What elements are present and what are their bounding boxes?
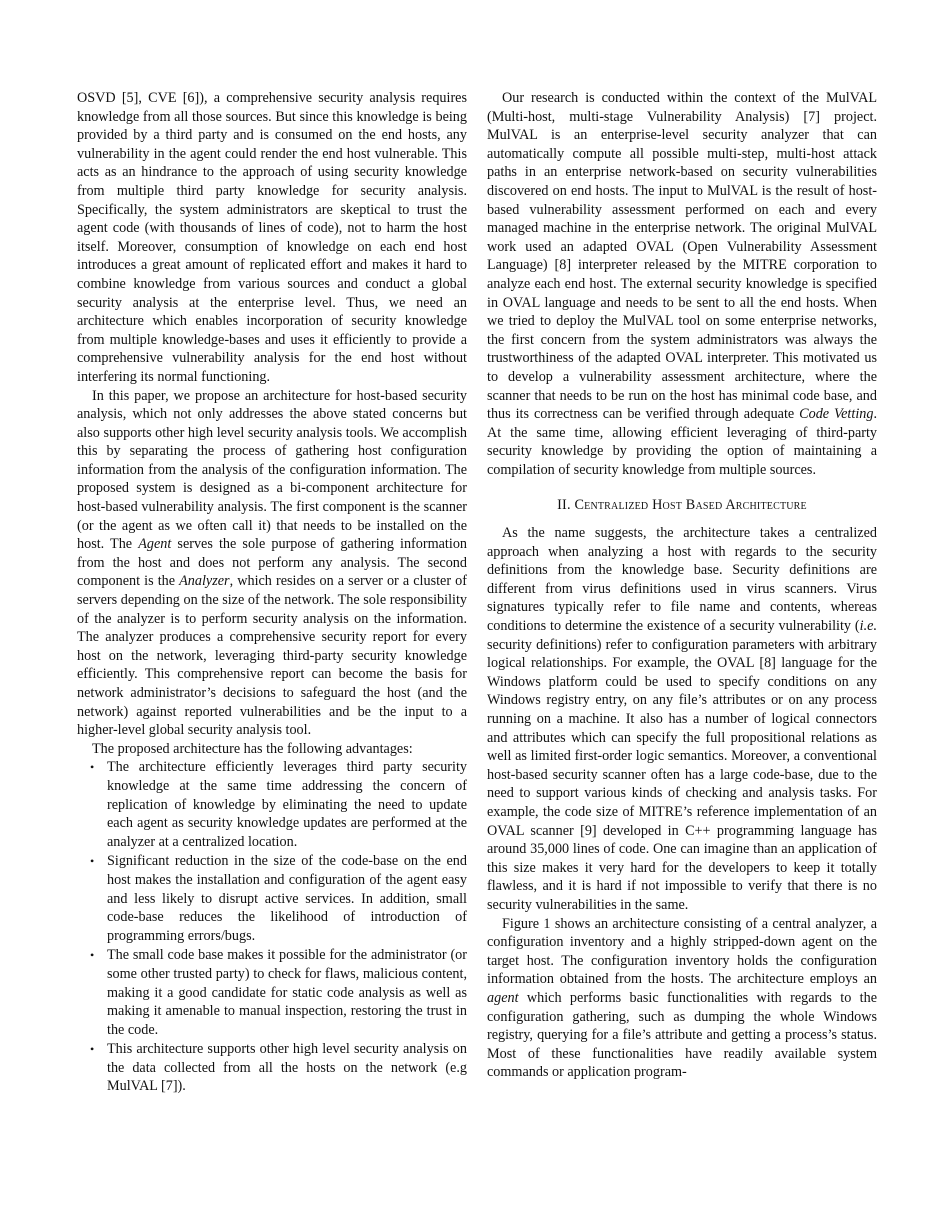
left-column [77, 89, 467, 1097]
text-segment: Our research is conducted within the context of the MulVAL (Multi-host, multi-stage Vulnerability Analysis) [7] project. MulVAL is an enterprise-level security analyzer that can automatically compute all possible multi-step, multi-host attack paths in an enterprise network-based on security vulnerabilities discovered on end hosts. The input to MulVAL is the result of host-based vulnerability assessment performed on each and every managed machine in the enterprise network. The original MulVAL work used an adapted OVAL (Open Vulnerability Assessment Language) [8] interpreter released by the MITRE corporation to analyze each end host. The external security knowledge is specified in OVAL language and needs to be sent to all the end hosts. When we tried to deploy the MulVAL tool on some enterprise networks, the first concern from the system administrators was always the trustworthiness of the adapted OVAL interpreter. This motivated us to develop a vulnerability assessment architecture, where the scanner that needs to be run on the host has minimal code base, and thus its correctness can be verified through adequate [487, 90, 877, 423]
text-segment: , which resides on a server or a cluster of servers depending on the size of the network. The sole responsibility of the analyzer is to perform security analysis on the information. The analyzer produces a comprehensive security report for every host on the network, leveraging third-party security knowledge efficiently. This comprehensive report can become the basis for network administrator’s decisions to safeguard the host (and the network) against reported vulnerabilities and be the input to a higher-level global security analysis tool. [77, 573, 467, 739]
paragraph-centralized [487, 524, 877, 914]
term-agent-lower: agent [487, 989, 519, 1006]
paragraph-figure-description [487, 915, 877, 1082]
list-item [90, 1040, 467, 1096]
text-segment: As the name suggests, the architecture takes a centralized approach when analyzing a host with regards to the security definitions from the knowledge base. Security definitions are different from virus definitions used in virus scanners. Virus signatures typically refer to file name and contents, whereas conditions to determine the existence of a security vulnerability ( [487, 525, 877, 635]
bullet-icon: • [90, 948, 95, 963]
section-heading [487, 496, 877, 515]
list-item-text: The architecture efficiently leverages third party security knowledge at the same time addressing the concern of replication of knowledge by eliminating the need to update each agent as security knowledge updates are performed at the analyzer at a centralized location. [107, 759, 467, 850]
paragraph-continued: OSVD [5], CVE [6]), a comprehensive security analysis requires knowledge from all those sources. But since this knowledge is being provided by a third party and is consumed on the end hosts, any vulnerability in the agent could render the end host vulnerable. This acts as an hindrance to the approach of using security knowledge from multiple third party knowledge for security analysis. Specifically, the system administrators are skeptical to trust the agent code (with thousands of lines of code), not to harm the host itself. Moreover, consumption of knowledge on each end host introduces a great amount of replicated effort and makes it hard to combine knowledge from various sources and conduct a global security analysis at the enterprise level. Thus, we need an architecture which enables incorporation of security knowledge from multiple knowledge-bases and uses it efficiently to provide a comprehensive vulnerability analysis for the end host without interfering its normal functioning. [77, 90, 467, 385]
section-title: Centralized Host Based Architecture [574, 497, 807, 514]
paragraph-proposal [77, 387, 467, 740]
right-column [487, 89, 877, 1082]
term-code-vetting: Code Vetting [799, 406, 874, 423]
bullet-icon: • [90, 760, 95, 775]
list-item [90, 852, 467, 945]
list-item-text: The small code base makes it possible for the administrator (or some other trusted party) to check for flaws, malicious content, making it a good candidate for static code analysis as well as making it amenable to manual inspection, restoring the trust in the code. [107, 947, 467, 1038]
paragraph-mulval [487, 89, 877, 479]
text-segment: Figure 1 shows an architecture consisting of a central analyzer, a configuration inventory and a highly stripped-down agent on the target host. The configuration inventory holds the configuration information obtained from the hosts. The architecture employs an [487, 915, 877, 988]
advantages-list [77, 758, 467, 1096]
term-analyzer: Analyzer [179, 573, 230, 590]
text-segment: serves the sole purpose of gathering information from the host and does not perform any analysis. The second component is the [77, 536, 468, 590]
text-segment: In this paper, we propose an architecture for host-based security analysis, which not only addresses the above stated concerns but also supports other high level security analysis tools. We accomplish this by separating the process of gathering host configuration information from the analysis of the configuration information. The proposed system is designed as a bi-component architecture for host-based vulnerability analysis. The first component is the scanner (or the agent as we often call it) that needs to be installed on the host. The [77, 387, 467, 553]
text-segment: . At the same time, allowing efficient leveraging of third-party security knowledge by providing the option of maintaining a compilation of security knowledge from multiple sources. [487, 406, 877, 478]
bullet-icon: • [90, 1042, 95, 1057]
list-item [90, 758, 467, 851]
section-number: II. [557, 497, 571, 514]
term-agent: Agent [138, 536, 172, 553]
list-item-text: Significant reduction in the size of the code-base on the end host makes the installation and configuration of the agent easy and less likely to disrupt active services. In addition, small code-base reduces the likelihood of introduction of programming errors/bugs. [107, 853, 467, 944]
term-ie: i.e. [859, 618, 877, 635]
list-item-text: This architecture supports other high level security analysis on the data collected from all the hosts on the network (e.g MulVAL [7]). [107, 1041, 467, 1095]
text-segment: security definitions) refer to configuration parameters with arbitrary logical relationships. For example, the OVAL [8] language for the Windows platform could be used to specify conditions on any Windows registry entry, on any file’s attributes or on any process running on a machine. It also has a number of logical connectors and attributes which can specify the full propositional relations as well as limited first-order logic semantics. Moreover, a conventional host-based security scanner often has a large code-base, due to the need to support various kinds of checking and analysis tasks. For example, the code size of MITRE’s reference implementation of an OVAL scanner [9] developed in C++ programming language has around 35,000 lines of code. One can imagine than an application of this size makes it very hard for the developers to keep it totally flawless, and it is hard if not impossible to verify that there is no security vulnerabilities in the same. [487, 636, 877, 913]
bullet-icon: • [90, 854, 95, 869]
list-item [90, 946, 467, 1039]
advantages-intro: The proposed architecture has the following advantages: [92, 740, 413, 757]
text-segment: which performs basic functionalities with regards to the configuration gathering, such as dumping the whole Windows registry, querying for a file’s attribute and getting a process’s status. Most of these functionalities have readily available system commands or application program- [487, 989, 877, 1081]
